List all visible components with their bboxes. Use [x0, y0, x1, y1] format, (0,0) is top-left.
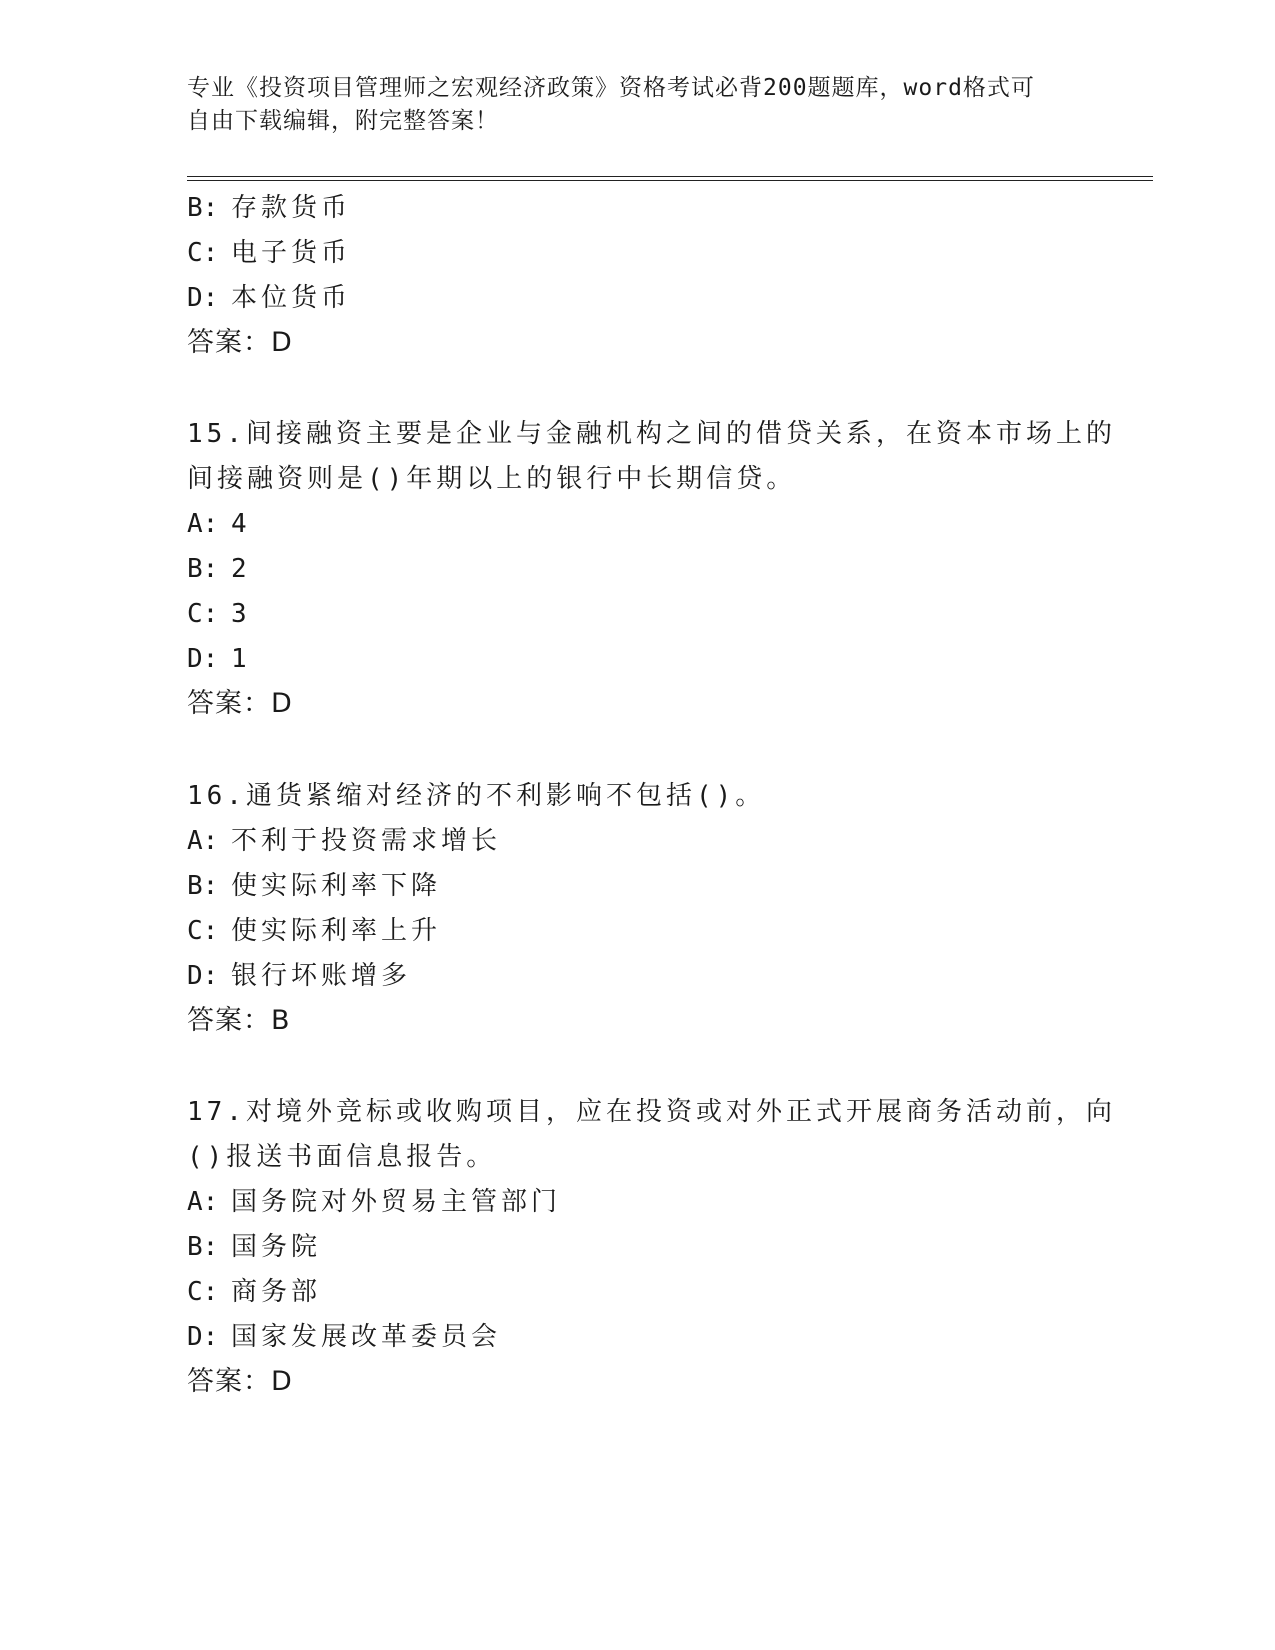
option-a: A: 不利于投资需求增长: [187, 826, 502, 856]
option-c: C: 电子货币: [187, 238, 352, 268]
answer: 答案：D: [187, 1366, 293, 1397]
question-stem: ()报送书面信息报告。: [187, 1142, 497, 1172]
option-c: C: 使实际利率上升: [187, 916, 442, 946]
question-stem: 16.通货紧缩对经济的不利影响不包括()。: [187, 781, 766, 811]
option-c: C: 3: [187, 599, 251, 629]
document-header: [187, 72, 1087, 138]
answer: 答案：B: [187, 1005, 291, 1036]
option-b: B: 2: [187, 554, 251, 584]
option-a: A: 4: [187, 509, 251, 539]
header-line-1: 专业《投资项目管理师之宏观经济政策》资格考试必背200题题库，word格式可: [187, 75, 1035, 101]
option-d: D: 1: [187, 644, 251, 674]
question-stem: 17.对境外竞标或收购项目，应在投资或对外正式开展商务活动前，向: [187, 1097, 1116, 1127]
question-stem: 15.间接融资主要是企业与金融机构之间的借贷关系，在资本市场上的: [187, 419, 1116, 449]
option-b: B: 存款货币: [187, 193, 352, 223]
option-a: A: 国务院对外贸易主管部门: [187, 1187, 562, 1217]
option-d: D: 国家发展改革委员会: [187, 1322, 502, 1352]
header-divider-top: [187, 176, 1153, 177]
option-b: B: 使实际利率下降: [187, 871, 442, 901]
answer: 答案：D: [187, 327, 293, 358]
answer: 答案：D: [187, 688, 293, 719]
option-d: D: 银行坏账增多: [187, 961, 412, 991]
option-d: D: 本位货币: [187, 283, 352, 313]
question-stem: 间接融资则是()年期以上的银行中长期信贷。: [187, 464, 797, 494]
header-divider-bottom: [187, 180, 1153, 181]
option-c: C: 商务部: [187, 1277, 322, 1307]
option-b: B: 国务院: [187, 1232, 322, 1262]
header-line-2: 自由下载编辑，附完整答案！: [187, 108, 499, 134]
